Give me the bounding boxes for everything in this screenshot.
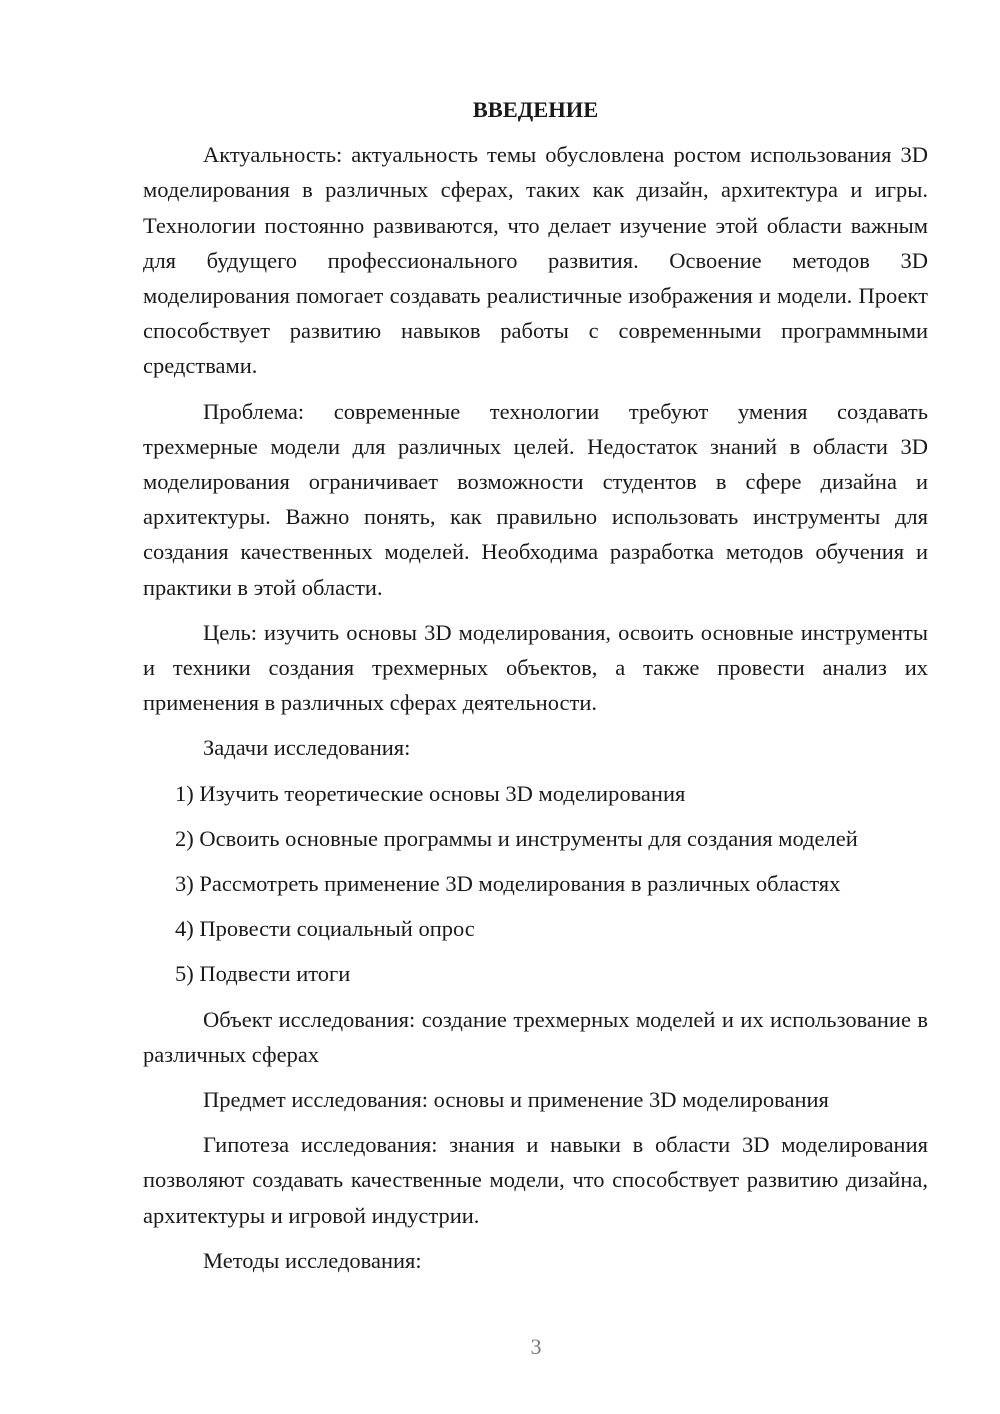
hypothesis-paragraph: Гипотеза исследования: знания и навыки в области 3D моделирования позволяют создавать качественные модели, что способствует развитию дизайна, архитектуры и игровой индустрии. [143,1132,928,1228]
document-page [143,92,928,1288]
list-item: 3) Рассмотреть применение 3D моделирования в различных областях [175,871,841,897]
object-paragraph: Объект исследования: создание трехмерных моделей и их использование в различных сферах [143,1006,928,1067]
list-item: 4) Провести социальный опрос [175,916,475,942]
subject-paragraph: Предмет исследования: основы и применение 3D моделирования [203,1087,829,1113]
section-title: ВВЕДЕНИЕ [472,97,599,122]
methods-heading: Методы исследования: [203,1247,422,1273]
list-item: 1) Изучить теоретические основы 3D моделирования [175,780,686,806]
list-item: 5) Подвести итоги [175,961,351,987]
relevance-paragraph: Актуальность: актуальность темы обусловлена ростом использования 3D моделирования в различных сферах, таких как дизайн, архитектура и игры. Технологии постоянно развиваются, что делает изучение этой области важным для будущего профессионального развития. Освоение методов 3D моделирования помогает создавать реалистичные изображения и модели. Проект способствует развитию навыков работы с современными программными средствами. [143,142,928,379]
page-number: 3 [530,1334,542,1359]
list-item: 2) Освоить основные программы и инструменты для создания моделей [175,825,858,851]
tasks-list [143,776,928,992]
goal-paragraph: Цель: изучить основы 3D моделирования, освоить основные инструменты и техники создания трехмерных объектов, а также провести анализ их применения в различных сферах деятельности. [143,619,928,716]
problem-paragraph: Проблема: современные технологии требуют умения создавать трехмерные модели для различных целей. Недостаток знаний в области 3D моделирования ограничивает возможности студентов в сфере дизайна и архитектуры. Важно понять, как правильно использовать инструменты для создания качественных моделей. Необходима разработка методов обучения и практики в этой области. [143,398,928,600]
tasks-heading: Задачи исследования: [203,735,411,761]
